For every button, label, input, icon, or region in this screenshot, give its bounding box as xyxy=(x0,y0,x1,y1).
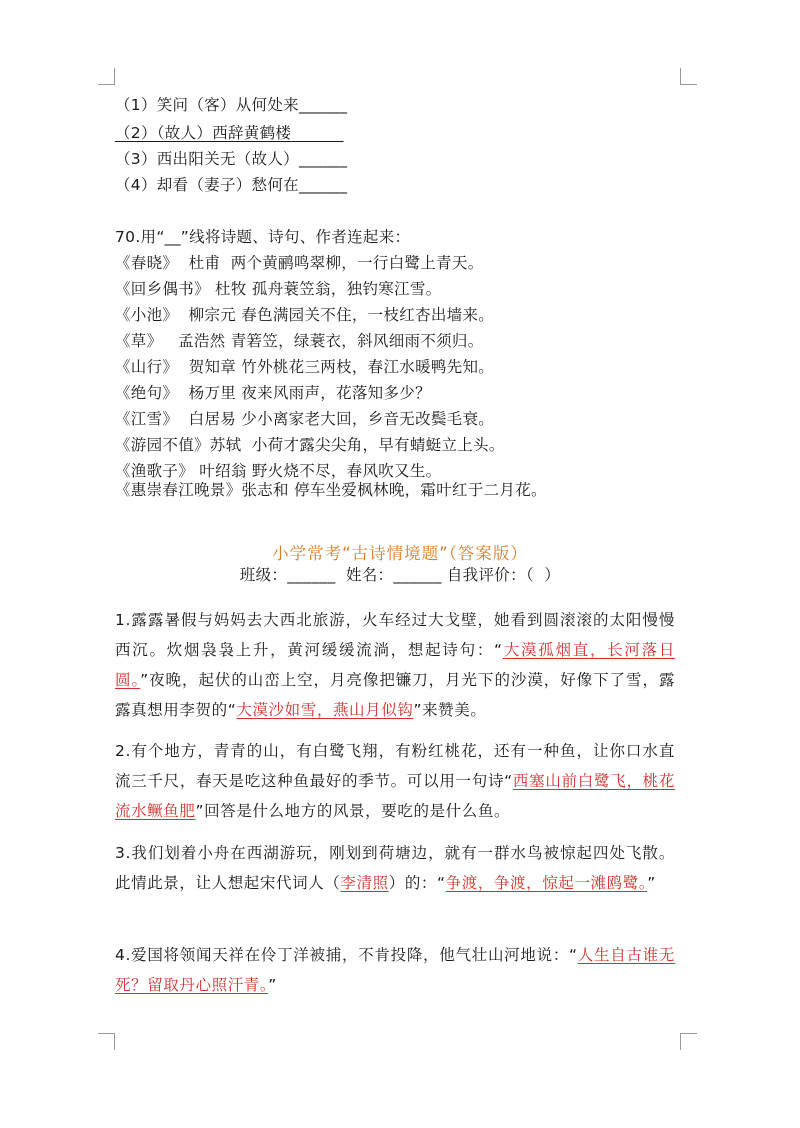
section-subtitle: 班级：______ 姓名：______ 自我评价：（ ） xyxy=(239,566,561,584)
scenario-question-4 xyxy=(115,940,675,1000)
section-title: 小学常考“古诗情境题”（答案版） xyxy=(272,544,528,563)
scenario-question-2 xyxy=(115,736,675,826)
crop-mark-bottom-right xyxy=(680,1033,697,1050)
match-row: 《春晓》 杜甫 两个黄鹂鸣翠柳，一行白鹭上青天。 xyxy=(115,254,484,272)
match-row: 《惠崇春江晚景》张志和 停车坐爱枫林晚，霜叶红于二月花。 xyxy=(115,481,547,499)
q3-answer-1: 李清照 xyxy=(340,874,389,892)
fill-item-3: （3）西出阳关无（故人）______ xyxy=(115,150,348,168)
match-row: 《回乡偶书》 杜牧 孤舟蓑笠翁，独钓寒江雪。 xyxy=(115,280,442,298)
q2-text-b: ”回答是什么地方的风景，要吃的是什么鱼。 xyxy=(195,802,511,820)
q3-text-a: 3.我们划着小舟在西湖游玩，刚划到荷塘边，就有一群水鸟被惊起四处飞散。此情此景，让人想起宋代词人（ xyxy=(115,844,675,892)
q4-text-b: ” xyxy=(268,976,277,994)
fill-item-2-text: （2）（故人）西辞黄鹤楼 xyxy=(115,124,292,142)
match-row: 《游园不值》苏轼 小荷才露尖尖角，早有蜻蜓立上头。 xyxy=(115,436,505,454)
match-row: 《绝句》 杨万里 夜来风雨声，花落知多少？ xyxy=(115,384,431,402)
crop-mark-top-left xyxy=(98,68,115,85)
q4-text-a: 4.爱国将领闻天祥在伶丁洋被捕，不肯投降，他气壮山河地说：“ xyxy=(115,946,578,964)
match-row: 《江雪》 白居易 少小离家老大回，乡音无改鬓毛衰。 xyxy=(115,410,495,428)
q2-answer-1: 西塞山前白鹭飞，桃花流水鳜鱼肥 xyxy=(115,772,675,820)
q1-text-b: ”夜晚，起伏的山峦上空，月亮像把镰刀，月光下的沙漠，好像下了雪，露露真想用李贺的“ xyxy=(115,671,675,719)
q1-text-c: ”来赞美。 xyxy=(413,701,487,719)
scenario-question-3 xyxy=(115,838,675,898)
q2-text-a: 2.有个地方，青青的山，有白鹭飞翔，有粉红桃花，还有一种鱼，让你口水直流三千尺，春天是吃这种鱼最好的季节。可以用一句诗“ xyxy=(115,742,675,790)
crop-mark-bottom-left xyxy=(98,1033,115,1050)
fill-item-2-blank xyxy=(291,124,343,142)
q4-answer-1: 人生自古谁无死？留取丹心照汗青。 xyxy=(115,946,675,994)
match-row: 《小池》 柳宗元 春色满园关不住，一枝红杏出墙来。 xyxy=(115,306,495,324)
match-row: 《山行》 贺知章 竹外桃花三两枝，春江水暖鸭先知。 xyxy=(115,358,495,376)
fill-item-1: （1）笑问（客）从何处来______ xyxy=(115,96,348,114)
q1-answer-1: 大漠孤烟直，长河落日圆。 xyxy=(115,641,675,689)
fill-item-2 xyxy=(115,121,344,143)
q1-answer-2: 大漠沙如雪，燕山月似钩 xyxy=(236,701,414,719)
scenario-question-1 xyxy=(115,605,675,725)
question-70-title: 70.用“__”线将诗题、诗句、作者连起来： xyxy=(115,228,411,246)
crop-mark-top-right xyxy=(680,68,697,85)
q1-text-a: 1.露露暑假与妈妈去大西北旅游，火车经过大戈壁，她看到圆滚滚的太阳慢慢西沉。炊烟袅袅上升，黄河缓缓流淌，想起诗句：“ xyxy=(115,611,675,659)
q3-answer-2: 争渡，争渡，惊起一滩鸥鹭。 xyxy=(445,874,648,892)
q3-text-c: ” xyxy=(647,874,656,892)
match-row: 《草》 孟浩然 青箬笠，绿蓑衣，斜风细雨不须归。 xyxy=(115,332,484,350)
q3-text-b: ）的：“ xyxy=(388,874,446,892)
match-row: 《渔歌子》 叶绍翁 野火烧不尽，春风吹又生。 xyxy=(115,462,442,480)
fill-item-4: （4）却看（妻子）愁何在______ xyxy=(115,176,348,194)
